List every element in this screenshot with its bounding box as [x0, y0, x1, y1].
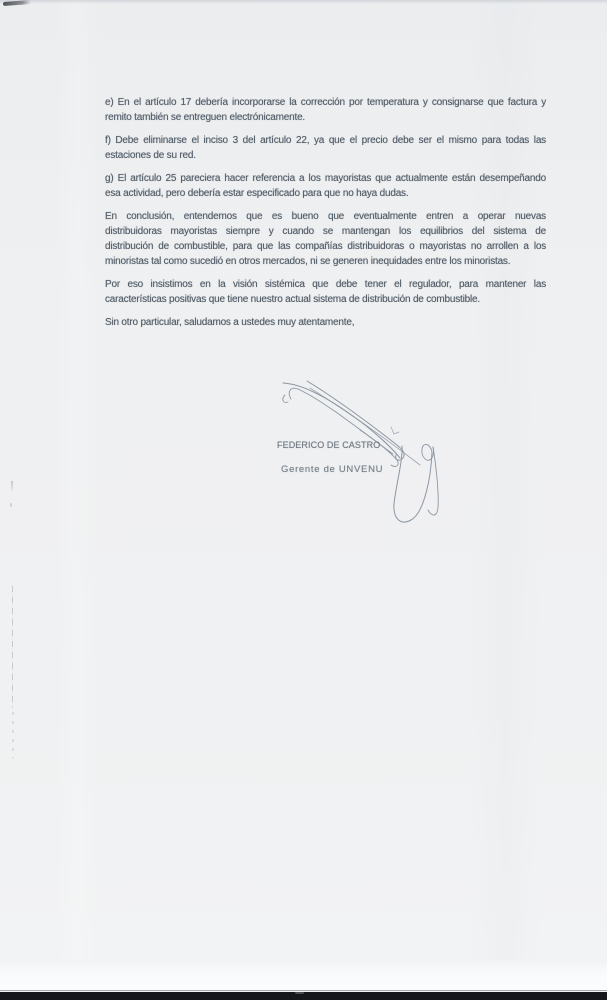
text-line: minoristas tal como sucedió en otros mercados, ni se generen inequidades entre los minoristas.: [105, 256, 511, 267]
scan-artifact-left-margin: [10, 503, 12, 507]
scan-streak: [55, 0, 100, 960]
handwritten-signature-icon: [250, 370, 460, 535]
scan-edge-top: [0, 0, 607, 4]
paragraph: [105, 209, 546, 269]
signatory-title: Gerente de UNVENU: [281, 464, 384, 475]
text-line: remito también se entreguen electrónicamente.: [105, 112, 306, 123]
paragraph: [105, 95, 546, 125]
page-bottom-edge-line: [0, 990, 607, 991]
page-bottom-edge: [0, 960, 607, 991]
paragraph: [105, 133, 546, 163]
signatory-name: FEDERICO DE CASTRO: [277, 440, 381, 450]
scan-edge-notch: [295, 992, 304, 994]
paragraph: [105, 277, 546, 307]
text-line: Por eso insistimos en la visión sistémica que debe tener el regulador, para mantener las: [105, 279, 546, 290]
scan-artifact-left-margin: [11, 481, 13, 491]
scan-artifact-left-margin: [12, 586, 13, 708]
text-line: Sin otro particular, saludamos a ustedes muy atentamente,: [105, 317, 355, 328]
text-line: esa actividad, pero debería estar especificado para que no haya dudas.: [105, 188, 409, 199]
text-line: distribución de combustible, para que las compañías distribuidoras o mayoristas no arrollen a los: [105, 241, 546, 252]
paragraph: [105, 315, 546, 330]
text-line: En conclusión, entendemos que es bueno que eventualmente entren a operar nuevas: [105, 211, 546, 222]
text-line: e) En el artículo 17 debería incorporarse la corrección por temperatura y consignarse que factura y: [105, 97, 546, 108]
text-line: distribuidoras mayoristas siempre y cuando se mantengan los equilibrios del sistema de: [105, 226, 546, 237]
text-line: estaciones de su red.: [105, 150, 196, 161]
paragraph: [105, 171, 546, 201]
letter-body: [105, 95, 546, 330]
scan-artifact-top-left: [3, 0, 31, 6]
text-line: g) El artículo 25 pareciera hacer referencia a los mayoristas que actualmente están desempeñando: [105, 173, 546, 184]
text-line: características positivas que tiene nuestro actual sistema de distribución de combustible.: [105, 294, 480, 305]
scan-artifact-left-margin: [12, 712, 14, 758]
text-line: f) Debe eliminarse el inciso 3 del artículo 22, ya que el precio debe ser el mismo para todas las: [105, 135, 546, 146]
